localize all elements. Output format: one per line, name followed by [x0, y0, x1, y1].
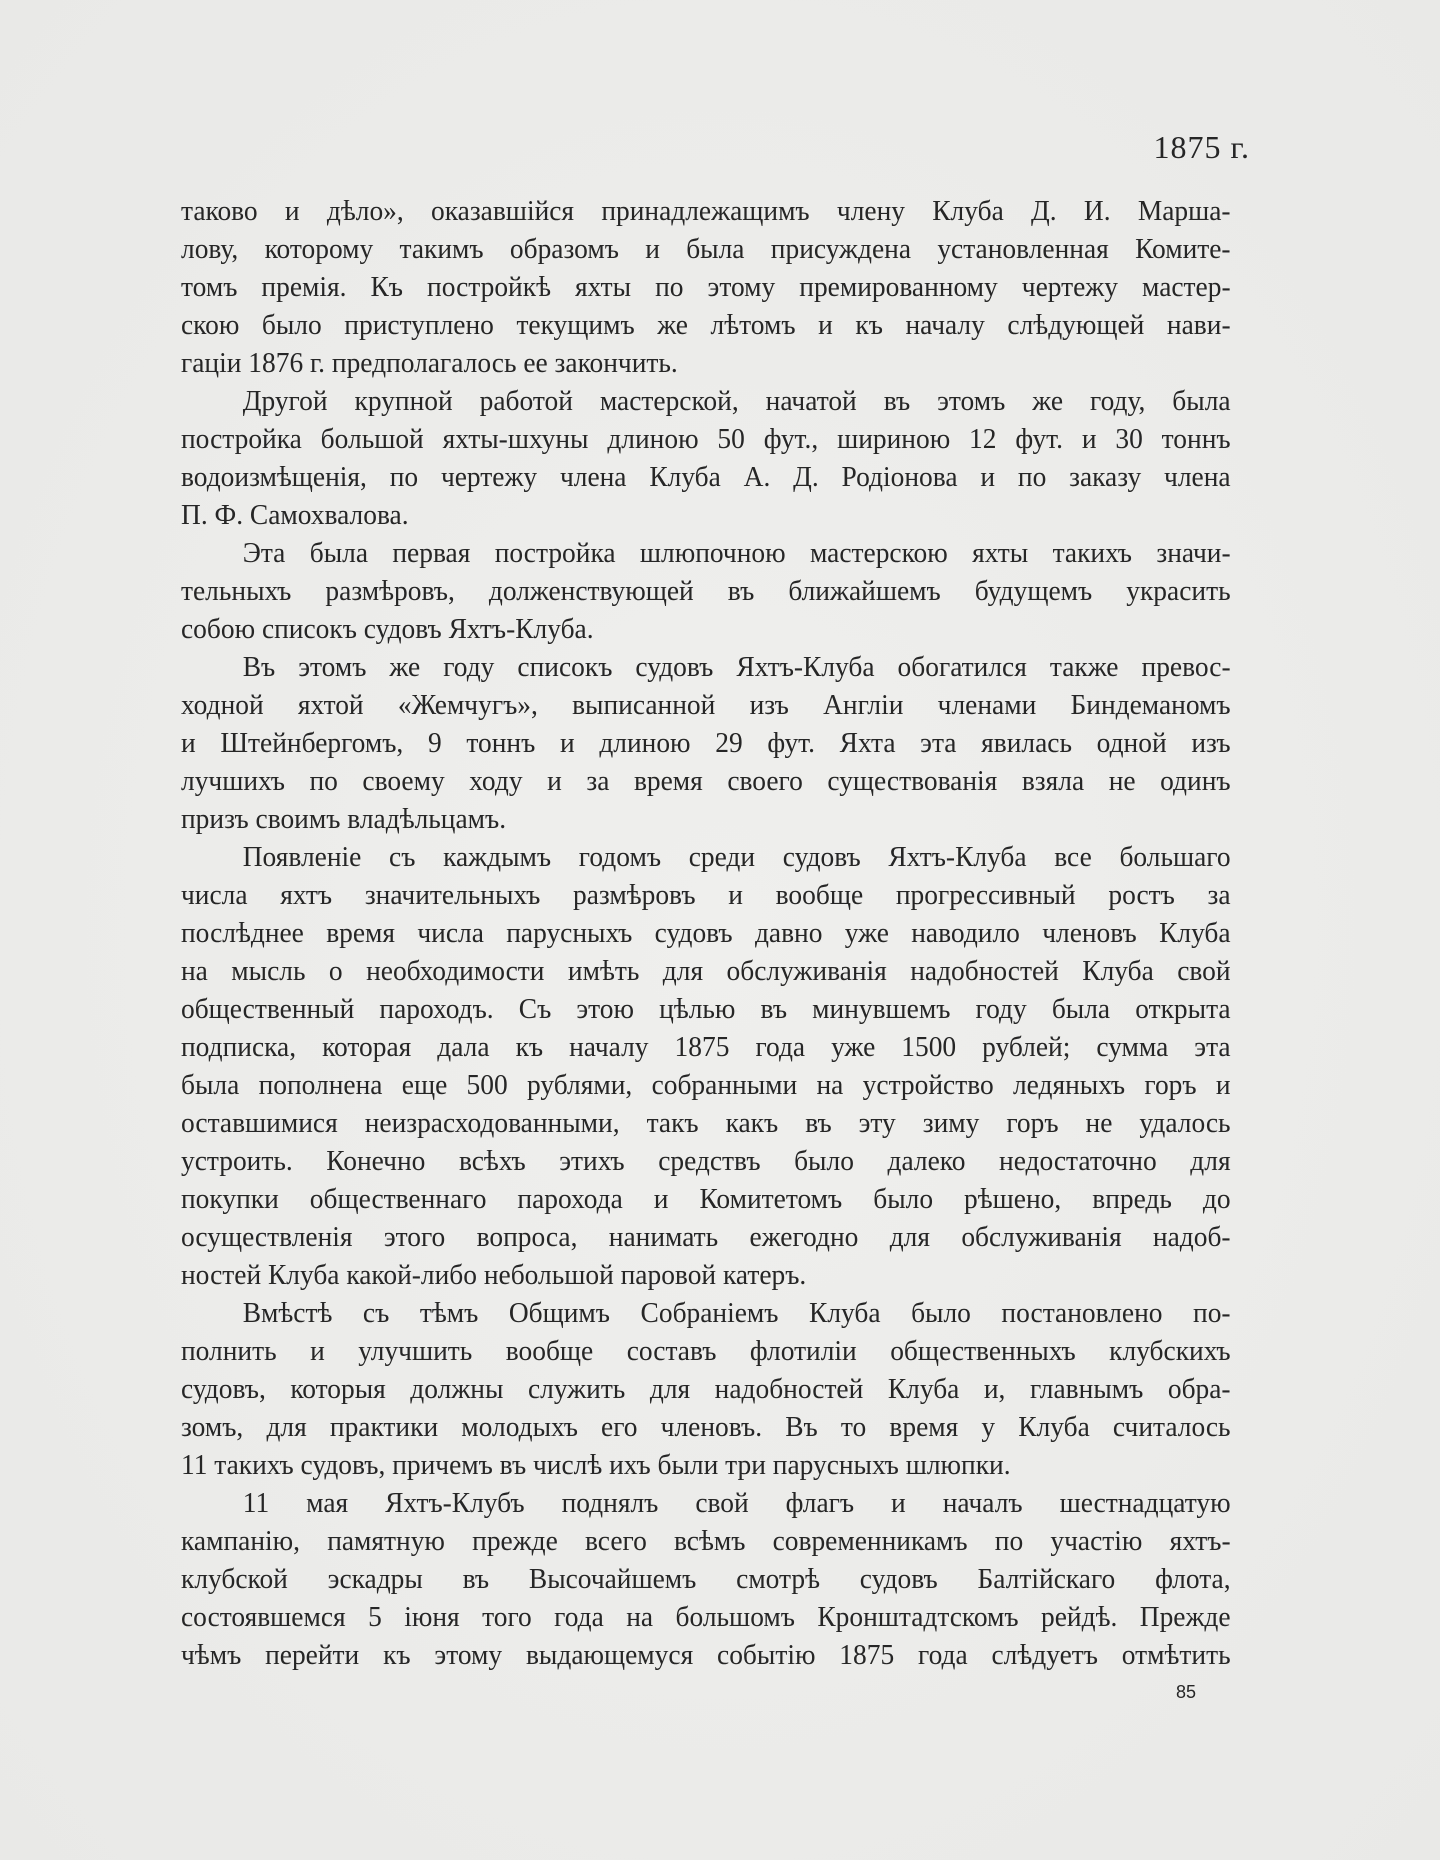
paragraph	[181, 839, 1252, 1295]
text-line: таково и дѣло», оказавшійся принадлежащимъ члену Клуба Д. И. Марша-	[181, 196, 1231, 227]
text-line: тельныхъ размѣровъ, долженствующей въ ближайшемъ будущемъ украсить	[181, 576, 1231, 607]
text-line: собою списокъ судовъ Яхтъ-Клуба.	[181, 614, 594, 645]
text-line: скою было приступлено текущимъ же лѣтомъ и къ началу слѣдующей нави-	[181, 310, 1231, 341]
text-line: гаціи 1876 г. предполагалось ее закончить.	[181, 348, 678, 379]
text-line: на мысль о необходимости имѣть для обслуживанія надобностей Клуба свой	[181, 956, 1231, 987]
text-line: Эта была первая постройка шлюпочною мастерскою яхты такихъ значи-	[242, 538, 1231, 569]
text-line: призъ своимъ владѣльцамъ.	[181, 804, 507, 835]
text-line: была пополнена еще 500 рублями, собранными на устройство ледяныхъ горъ и	[181, 1070, 1231, 1101]
text-line: и Штейнбергомъ, 9 тоннъ и длиною 29 фут. Яхта эта явилась одной изъ	[181, 728, 1231, 759]
text-line: кампанію, памятную прежде всего всѣмъ современникамъ по участію яхтъ-	[181, 1526, 1231, 1557]
running-head: 1875 г.	[1153, 129, 1250, 165]
text-line: подписка, которая дала къ началу 1875 года уже 1500 рублей; сумма эта	[181, 1032, 1231, 1063]
text-line: оставшимися неизрасходованными, такъ какъ въ эту зиму горъ не удалось	[181, 1108, 1231, 1139]
text-line: ходной яхтой «Жемчугъ», выписанной изъ Англіи членами Биндеманомъ	[181, 690, 1231, 721]
text-line: судовъ, которыя должны служить для надобностей Клуба и, главнымъ обра-	[181, 1374, 1231, 1405]
text-line: водоизмѣщенія, по чертежу члена Клуба А. Д. Родіонова и по заказу члена	[181, 462, 1231, 493]
text-line: постройка большой яхты-шхуны длиною 50 фут., шириною 12 фут. и 30 тоннъ	[181, 424, 1231, 455]
text-line: послѣднее время числа парусныхъ судовъ давно уже наводило членовъ Клуба	[181, 918, 1231, 949]
text-line: Появленіе съ каждымъ годомъ среди судовъ Яхтъ-Клуба все большаго	[242, 842, 1231, 873]
text-line: покупки общественнаго парохода и Комитетомъ было рѣшено, впредь до	[181, 1184, 1231, 1215]
paragraph	[181, 1485, 1252, 1675]
text-line: Въ этомъ же году списокъ судовъ Яхтъ-Клуба обогатился также превос-	[242, 652, 1231, 683]
text-line: числа яхтъ значительныхъ размѣровъ и вообще прогрессивный ростъ за	[181, 880, 1231, 911]
text-line: устроить. Конечно всѣхъ этихъ средствъ было далеко недостаточно для	[181, 1146, 1231, 1177]
text-line: 11 такихъ судовъ, причемъ въ числѣ ихъ были три парусныхъ шлюпки.	[181, 1450, 1011, 1481]
text-line: полнить и улучшить вообще составъ флотиліи общественныхъ клубскихъ	[181, 1336, 1231, 1367]
text-line: лову, которому такимъ образомъ и была присуждена установленная Комите-	[181, 234, 1231, 265]
text-line: Вмѣстѣ съ тѣмъ Общимъ Собраніемъ Клуба было постановлено по-	[242, 1298, 1231, 1329]
text-line: зомъ, для практики молодыхъ его членовъ. Въ то время у Клуба считалось	[181, 1412, 1231, 1443]
paragraph	[181, 193, 1252, 383]
text-line: лучшихъ по своему ходу и за время своего существованія взяла не одинъ	[181, 766, 1231, 797]
paragraph	[181, 535, 1252, 649]
text-line: осуществленія этого вопроса, нанимать ежегодно для обслуживанія надоб-	[181, 1222, 1231, 1253]
page-number: 85	[1176, 1682, 1197, 1702]
text-line: общественный пароходъ. Съ этою цѣлью въ минувшемъ году была открыта	[181, 994, 1231, 1025]
paragraph	[181, 649, 1252, 839]
text-line: клубской эскадры въ Высочайшемъ смотрѣ судовъ Балтійскаго флота,	[181, 1564, 1231, 1595]
text-line: томъ премія. Къ постройкѣ яхты по этому премированному чертежу мастер-	[181, 272, 1231, 303]
text-line: ностей Клуба какой-либо небольшой паровой катеръ.	[181, 1260, 807, 1291]
body-text	[181, 193, 1252, 1675]
text-line: Другой крупной работой мастерской, начатой въ этомъ же году, была	[242, 386, 1231, 417]
text-line: П. Ф. Самохвалова.	[181, 500, 409, 531]
text-line: чѣмъ перейти къ этому выдающемуся событію 1875 года слѣдуетъ отмѣтить	[181, 1640, 1231, 1671]
text-line: 11 мая Яхтъ-Клубъ поднялъ свой флагъ и началъ шестнадцатую	[242, 1488, 1231, 1519]
paragraph	[181, 383, 1252, 535]
text-line: состоявшемся 5 іюня того года на большомъ Кронштадтскомъ рейдѣ. Прежде	[181, 1602, 1231, 1633]
paragraph	[181, 1295, 1252, 1485]
